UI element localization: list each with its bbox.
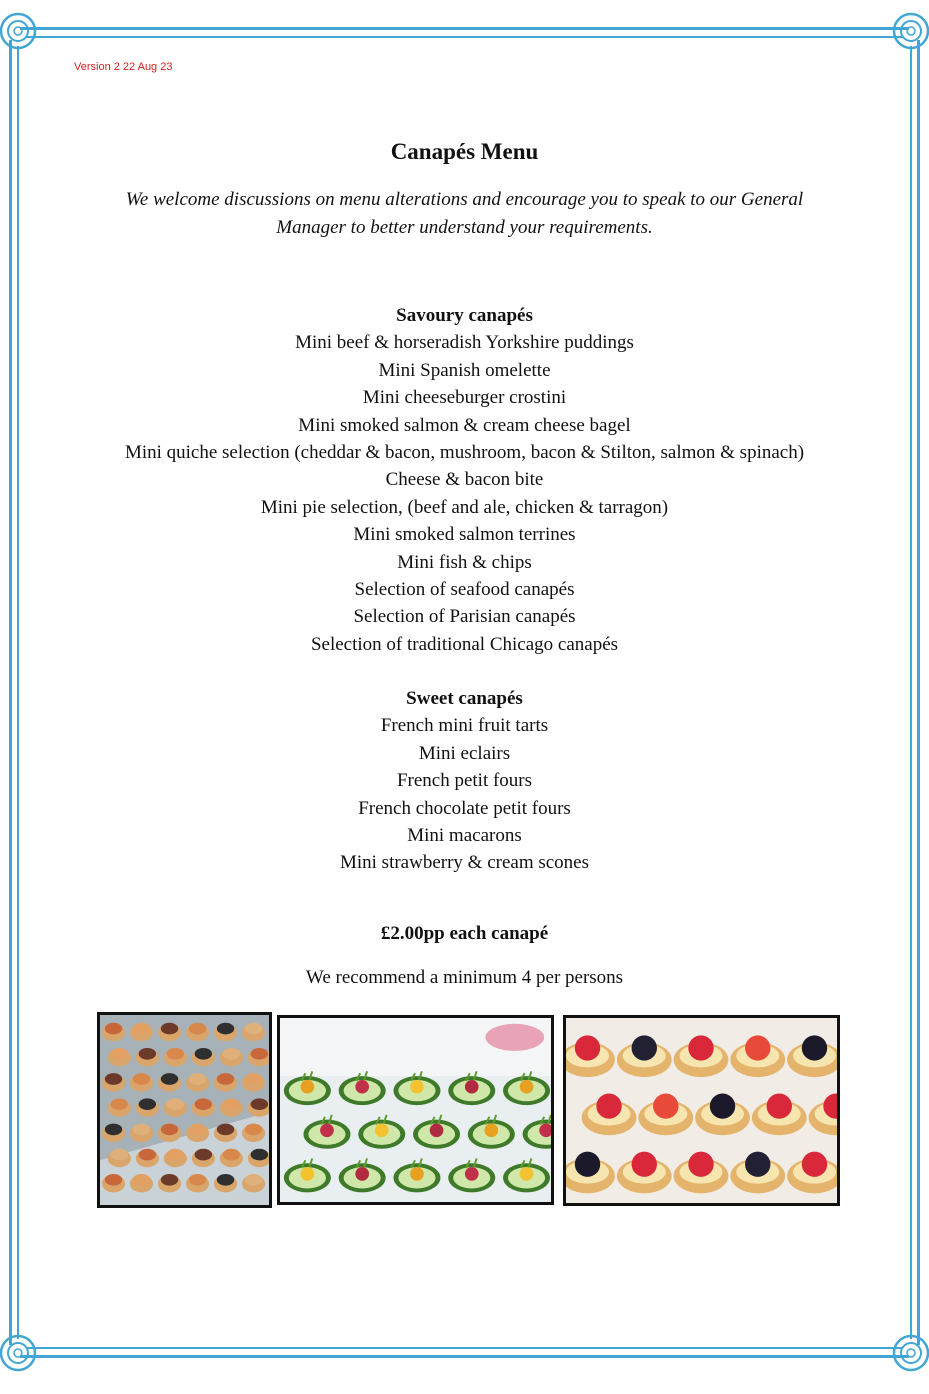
intro-text: We welcome discussions on menu alterations and encourage you to speak to our General Manager to better understand your requirements. — [125, 189, 804, 238]
menu-item: Mini smoked salmon & cream cheese bagel — [298, 414, 631, 436]
version-note: Version 2 22 Aug 23 — [74, 61, 173, 73]
menu-item: Cheese & bacon bite — [385, 469, 544, 491]
fruit-tart-photo — [563, 1015, 840, 1206]
savoury-heading: Savoury canapés — [396, 305, 533, 326]
menu-item: Mini quiche selection (cheddar & bacon, mushroom, bacon & Stilton, salmon & spinach) — [124, 442, 805, 464]
menu-item: Mini fish & chips — [397, 551, 532, 573]
menu-item: Mini strawberry & cream scones — [339, 852, 590, 874]
menu-item: Mini Spanish omelette — [378, 359, 551, 381]
border-bottom-inner — [26, 1347, 903, 1349]
corner-ornament-top-right — [887, 11, 929, 55]
menu-item: Selection of traditional Chicago canapés — [310, 633, 619, 655]
menu-item: Mini cheeseburger crostini — [362, 387, 567, 409]
corner-ornament-top-left — [0, 11, 42, 55]
menu-item: Mini smoked salmon terrines — [353, 524, 576, 546]
border-top-outer — [20, 27, 909, 30]
cucumber-canape-photo — [277, 1015, 554, 1205]
page-title: Canapés Menu — [390, 139, 539, 164]
menu-item: Selection of Parisian canapés — [353, 606, 576, 628]
savoury-section — [0, 302, 929, 658]
menu-item: Mini beef & horseradish Yorkshire puddings — [295, 332, 634, 354]
menu-item: Mini pie selection, (beef and ale, chicken & tarragon) — [260, 496, 669, 518]
corner-ornament-bottom-left — [0, 1331, 42, 1375]
menu-item: French petit fours — [396, 770, 533, 792]
menu-item: French chocolate petit fours — [358, 797, 571, 819]
menu-item: French mini fruit tarts — [380, 715, 549, 737]
canape-tray-photo — [97, 1012, 272, 1208]
menu-item: Mini eclairs — [418, 742, 511, 764]
menu-item: Selection of seafood canapés — [354, 579, 575, 601]
border-bottom-outer — [20, 1355, 909, 1358]
menu-item: Mini macarons — [407, 825, 522, 847]
border-top-inner — [26, 36, 903, 38]
price-line: £2.00pp each canapé — [380, 923, 549, 944]
recommendation-line: We recommend a minimum 4 per persons — [305, 967, 624, 988]
sweet-section — [0, 685, 929, 877]
corner-ornament-bottom-right — [887, 1331, 929, 1375]
sweet-heading: Sweet canapés — [406, 688, 523, 709]
